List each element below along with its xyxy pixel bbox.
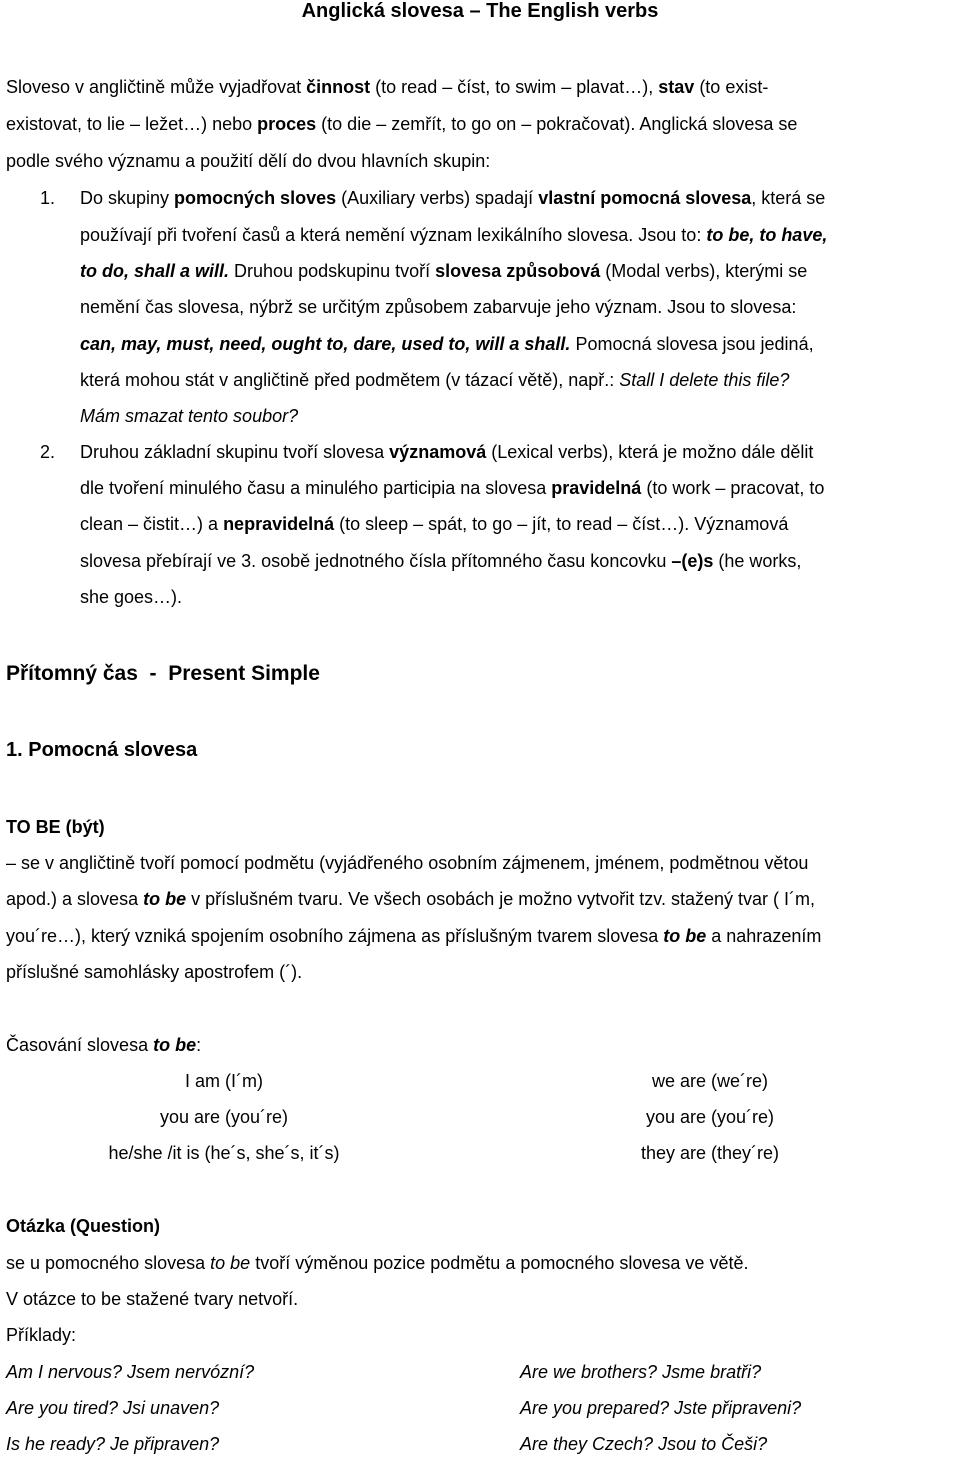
page-title: Anglická slovesa – The English verbs — [301, 0, 659, 22]
aux-verbs-heading: 1. Pomocná slovesa — [6, 739, 198, 761]
group2-line-4: slovesa přebírají ve 3. osobě jednotného čísla přítomného času koncovku –(e)s (he works, — [80, 551, 802, 571]
to-be-line-4: příslušné samohlásky apostrofem (´). — [6, 962, 303, 982]
group1-line-4: nemění čas slovesa, nýbrž se určitým způsobem zabarvuje jeho význam. Jsou to slovesa: — [80, 297, 797, 317]
to-be-heading: TO BE (být) — [6, 817, 105, 837]
to-be-line-2: apod.) a slovesa to be v příslušném tvaru. Ve všech osobách je možno vytvořit tzv. stažený tvar ( I´m, — [6, 889, 815, 909]
group1-line-6: která mohou stát v angličtině před podmětem (v tázací větě), např.: Stall I delete this file? — [80, 370, 790, 390]
example-left-1: Am I nervous? Jsem nervózní? — [6, 1362, 255, 1382]
question-line-2: V otázce to be stažené tvary netvoří. — [6, 1289, 299, 1309]
group2-line-1: Druhou základní skupinu tvoří slovesa významová (Lexical verbs), která je možno dále dělit — [80, 442, 814, 462]
intro-line-1: Sloveso v angličtině může vyjadřovat činnost (to read – číst, to swim – plavat…), stav (to exist- — [6, 77, 769, 97]
conjugation-left-1: I am (I´m) — [185, 1071, 263, 1091]
example-right-2: Are you prepared? Jste připraveni? — [520, 1398, 802, 1418]
group2-line-3: clean – čistit…) a nepravidelná (to sleep – spát, to go – jít, to read – číst…). Významová — [80, 514, 789, 534]
to-be-line-3: you´re…), který vzniká spojením osobního zájmena as příslušným tvarem slovesa to be a nahrazením — [6, 926, 822, 946]
group1-number: 1. — [40, 188, 56, 208]
question-line-1: se u pomocného slovesa to be tvoří výměnou pozice podmětu a pomocného slovesa ve větě. — [6, 1253, 749, 1273]
group1-line-3: to do, shall a will. Druhou podskupinu tvoří slovesa způsobová (Modal verbs), kterými se — [80, 261, 808, 281]
intro-line-2: existovat, to lie – ležet…) nebo proces (to die – zemřít, to go on – pokračovat). Anglická slovesa se — [6, 114, 798, 134]
examples-label: Příklady: — [6, 1325, 77, 1345]
group2-number: 2. — [40, 442, 56, 462]
to-be-line-1: – se v angličtině tvoří pomocí podmětu (vyjádřeného osobním zájmenem, jménem, podmětnou větou — [6, 853, 809, 873]
conjugation-label: Časování slovesa to be: — [6, 1035, 202, 1055]
example-left-3: Is he ready? Je připraven? — [6, 1434, 220, 1454]
group1-line-1: Do skupiny pomocných sloves (Auxiliary verbs) spadají vlastní pomocná slovesa, která se — [80, 188, 826, 208]
group1-line-7: Mám smazat tento soubor? — [80, 406, 299, 426]
group1-line-5: can, may, must, need, ought to, dare, used to, will a shall. Pomocná slovesa jsou jediná, — [80, 334, 814, 354]
group2-line-2: dle tvoření minulého času a minulého participia na slovesa pravidelná (to work – pracovat, to — [80, 478, 825, 498]
example-right-1: Are we brothers? Jsme bratři? — [520, 1362, 762, 1382]
conjugation-right-3: they are (they´re) — [640, 1143, 780, 1163]
group1-line-2: používají při tvoření časů a která nemění význam lexikálního slovesa. Jsou to: to be, to have, — [80, 225, 828, 245]
conjugation-right-2: you are (you´re) — [645, 1107, 775, 1127]
question-heading: Otázka (Question) — [6, 1216, 161, 1236]
conjugation-left-2: you are (you´re) — [159, 1107, 289, 1127]
present-simple-heading: Přítomný čas - Present Simple — [6, 662, 320, 685]
example-right-3: Are they Czech? Jsou to Češi? — [520, 1434, 768, 1454]
conjugation-left-3: he/she /it is (he´s, she´s, it´s) — [108, 1143, 340, 1163]
group2-line-5: she goes…). — [80, 587, 183, 607]
example-left-2: Are you tired? Jsi unaven? — [6, 1398, 220, 1418]
intro-line-3: podle svého významu a použití dělí do dvou hlavních skupin: — [6, 151, 491, 171]
conjugation-right-1: we are (we´re) — [651, 1071, 769, 1091]
